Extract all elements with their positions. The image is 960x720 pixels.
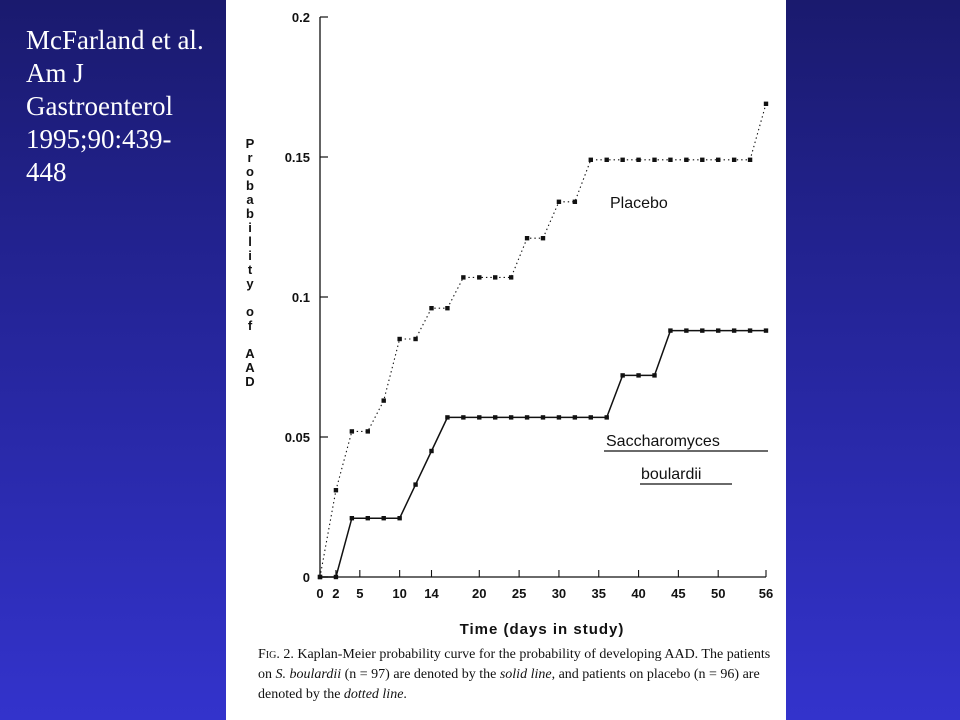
data-point-placebo bbox=[350, 429, 354, 433]
caption-italic-2: solid line bbox=[499, 667, 552, 682]
y-tick-label: 0.1 bbox=[291, 290, 310, 305]
sb-label-line1: Saccharomyces bbox=[606, 433, 720, 450]
data-point-saccharomyces-boulardii bbox=[620, 373, 624, 377]
data-point-placebo bbox=[477, 275, 481, 279]
data-point-placebo bbox=[716, 158, 720, 162]
data-point-placebo bbox=[334, 488, 338, 492]
y-label-letter: i bbox=[248, 220, 252, 235]
data-point-saccharomyces-boulardii bbox=[716, 328, 720, 332]
data-point-placebo bbox=[652, 158, 656, 162]
series-placebo bbox=[318, 102, 768, 580]
data-point-placebo bbox=[557, 200, 561, 204]
x-axis-label: Time (days in study) bbox=[459, 621, 625, 638]
x-tick-label: 14 bbox=[424, 586, 439, 601]
data-point-saccharomyces-boulardii bbox=[334, 575, 338, 579]
y-tick-label: 0.2 bbox=[291, 10, 310, 25]
data-point-saccharomyces-boulardii bbox=[636, 373, 640, 377]
x-tick-label: 20 bbox=[472, 586, 487, 601]
y-label-letter: o bbox=[246, 164, 254, 179]
data-point-placebo bbox=[636, 158, 640, 162]
figure-caption bbox=[258, 645, 778, 705]
y-label-letter: o bbox=[246, 304, 254, 319]
x-tick-label: 5 bbox=[356, 586, 364, 601]
series-layer bbox=[318, 102, 768, 580]
data-point-placebo bbox=[605, 158, 609, 162]
data-point-placebo bbox=[525, 236, 529, 240]
y-label-letter: f bbox=[247, 318, 253, 333]
data-point-saccharomyces-boulardii bbox=[413, 482, 417, 486]
data-point-saccharomyces-boulardii bbox=[525, 415, 529, 419]
data-point-saccharomyces-boulardii bbox=[397, 516, 401, 520]
data-point-saccharomyces-boulardii bbox=[557, 415, 561, 419]
data-point-placebo bbox=[732, 158, 736, 162]
caption-text-2: (n = 97) are denoted by the bbox=[341, 667, 500, 682]
caption-text-4: . bbox=[403, 687, 407, 702]
y-tick-label: 0.05 bbox=[284, 430, 310, 445]
caption-italic-3: dotted line bbox=[343, 687, 404, 702]
data-point-placebo bbox=[461, 275, 465, 279]
data-point-saccharomyces-boulardii bbox=[366, 516, 370, 520]
data-point-saccharomyces-boulardii bbox=[732, 328, 736, 332]
y-label-letter: b bbox=[246, 178, 254, 193]
y-label-letter: D bbox=[245, 374, 255, 389]
data-point-saccharomyces-boulardii bbox=[764, 328, 768, 332]
x-axis-ticks bbox=[316, 570, 773, 601]
data-point-placebo bbox=[589, 158, 593, 162]
data-point-placebo bbox=[429, 306, 433, 310]
data-point-saccharomyces-boulardii bbox=[318, 575, 322, 579]
data-point-placebo bbox=[764, 102, 768, 106]
data-point-saccharomyces-boulardii bbox=[700, 328, 704, 332]
x-tick-label: 35 bbox=[591, 586, 606, 601]
data-point-saccharomyces-boulardii bbox=[509, 415, 513, 419]
data-point-placebo bbox=[493, 275, 497, 279]
placebo-label: Placebo bbox=[610, 195, 668, 212]
data-point-placebo bbox=[620, 158, 624, 162]
data-point-placebo bbox=[541, 236, 545, 240]
x-tick-label: 45 bbox=[671, 586, 686, 601]
series-line-placebo bbox=[320, 104, 766, 577]
citation-text: McFarland et al. Am J Gastroenterol 1995;90:439-448 bbox=[26, 25, 204, 187]
caption-italic-1: S. boulardii bbox=[275, 667, 342, 682]
x-tick-label: 25 bbox=[511, 586, 527, 601]
data-point-saccharomyces-boulardii bbox=[461, 415, 465, 419]
data-point-placebo bbox=[700, 158, 704, 162]
y-label-letter: b bbox=[246, 206, 254, 221]
y-label-letter: i bbox=[248, 248, 252, 263]
y-label-letter: a bbox=[246, 192, 254, 207]
data-point-saccharomyces-boulardii bbox=[652, 373, 656, 377]
caption-text-3: , and patients on placebo (n = 96) are denoted by the bbox=[258, 667, 760, 702]
caption-text-1: Kaplan-Meier probability curve for the probability of developing AAD. The patients on bbox=[258, 647, 771, 682]
data-point-saccharomyces-boulardii bbox=[589, 415, 593, 419]
y-label-letter: t bbox=[247, 262, 253, 277]
data-point-saccharomyces-boulardii bbox=[382, 516, 386, 520]
y-label-letter: P bbox=[245, 136, 255, 151]
data-point-saccharomyces-boulardii bbox=[605, 415, 609, 419]
data-point-placebo bbox=[509, 275, 513, 279]
data-point-placebo bbox=[413, 337, 417, 341]
x-tick-label: 50 bbox=[710, 586, 726, 601]
data-point-placebo bbox=[445, 306, 449, 310]
data-point-placebo bbox=[382, 398, 386, 402]
data-point-placebo bbox=[748, 158, 752, 162]
data-point-placebo bbox=[684, 158, 688, 162]
y-label-letter: r bbox=[247, 150, 253, 165]
caption-fig-number: Fig. 2. bbox=[258, 647, 294, 662]
data-point-saccharomyces-boulardii bbox=[668, 328, 672, 332]
data-point-saccharomyces-boulardii bbox=[541, 415, 545, 419]
data-point-placebo bbox=[366, 429, 370, 433]
data-point-saccharomyces-boulardii bbox=[477, 415, 481, 419]
series-line-saccharomyces-boulardii bbox=[320, 331, 766, 577]
data-point-saccharomyces-boulardii bbox=[429, 449, 433, 453]
figure-panel bbox=[226, 0, 786, 720]
data-point-saccharomyces-boulardii bbox=[684, 328, 688, 332]
y-label-letter: y bbox=[246, 276, 254, 291]
data-point-placebo bbox=[668, 158, 672, 162]
data-point-placebo bbox=[397, 337, 401, 341]
x-tick-label: 40 bbox=[631, 586, 646, 601]
km-chart bbox=[226, 0, 786, 720]
sb-label-line2: boulardii bbox=[641, 466, 702, 483]
data-point-saccharomyces-boulardii bbox=[573, 415, 577, 419]
y-tick-label: 0.15 bbox=[284, 150, 310, 165]
data-point-saccharomyces-boulardii bbox=[493, 415, 497, 419]
chart-axes bbox=[320, 17, 766, 577]
data-point-saccharomyces-boulardii bbox=[445, 415, 449, 419]
data-point-saccharomyces-boulardii bbox=[748, 328, 752, 332]
y-axis-label bbox=[245, 136, 255, 389]
data-point-saccharomyces-boulardii bbox=[350, 516, 354, 520]
x-tick-label: 0 bbox=[316, 586, 324, 601]
y-label-letter: A bbox=[245, 346, 255, 361]
data-point-placebo bbox=[573, 200, 577, 204]
y-tick-label: 0 bbox=[302, 570, 310, 585]
y-axis-ticks bbox=[285, 10, 328, 585]
x-tick-label: 10 bbox=[392, 586, 407, 601]
series-saccharomyces-boulardii bbox=[318, 328, 768, 579]
x-tick-label: 30 bbox=[551, 586, 567, 601]
x-tick-label: 2 bbox=[332, 586, 340, 601]
y-label-letter: l bbox=[248, 234, 252, 249]
y-label-letter: A bbox=[245, 360, 255, 375]
x-tick-label: 56 bbox=[758, 586, 774, 601]
